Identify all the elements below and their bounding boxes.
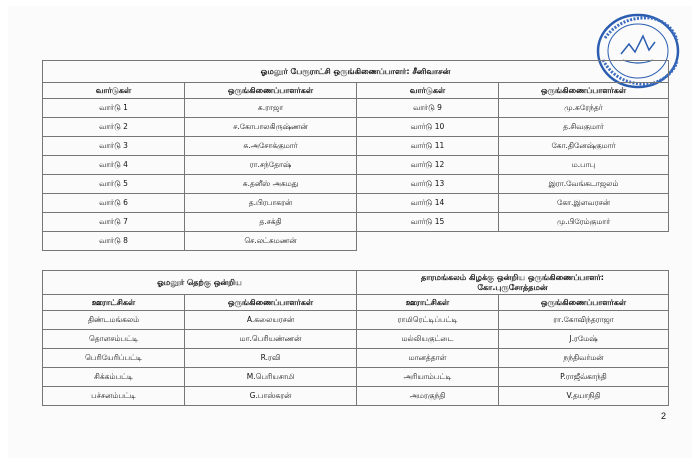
panchayat-cell: மானத்தாள் bbox=[357, 349, 499, 368]
table-row bbox=[43, 213, 669, 232]
coordinator-cell: கோ.இளவரசன் bbox=[499, 194, 669, 213]
coordinator-cell: R.ரவி bbox=[185, 349, 357, 368]
panchayat-cell: திண்டமங்கலம் bbox=[43, 311, 185, 330]
coordinator-cell: மா.பெரியண்ணன் bbox=[185, 330, 357, 349]
coordinator-cell: V.தயாநிதி bbox=[499, 387, 669, 406]
coordinator-cell: A.கலையரசன் bbox=[185, 311, 357, 330]
coordinator-cell: செ.லட்சுமணன் bbox=[185, 232, 357, 251]
coordinator-cell: சு.அசோக்குமார் bbox=[185, 137, 357, 156]
panchayat-cell: அரியாம்பட்டி bbox=[357, 368, 499, 387]
panchayat-coordinators-table bbox=[42, 270, 669, 406]
ward-cell: வார்டு 11 bbox=[357, 137, 499, 156]
coordinator-cell: P.ராஜீவ்காந்தி bbox=[499, 368, 669, 387]
panchayat-cell: மல்லியகுட்டை bbox=[357, 330, 499, 349]
coordinator-cell: G.பாஸ்கரன் bbox=[185, 387, 357, 406]
coordinator-cell: மு.பிரேம்குமார் bbox=[499, 213, 669, 232]
coordinator-cell: M.பெரியசாமி bbox=[185, 368, 357, 387]
ward-cell: வார்டு 4 bbox=[43, 156, 185, 175]
coordinator-cell: சு.தனீஸ் அகமது bbox=[185, 175, 357, 194]
coordinator-cell: த.பிரபாகரன் bbox=[185, 194, 357, 213]
header-wards: வார்டுகள் bbox=[357, 83, 499, 99]
panchayat-cell: சிக்கம்பட்டி bbox=[43, 368, 185, 387]
header-panchayats: ஊராட்சிகள் bbox=[43, 295, 185, 311]
coordinator-cell: ரா.கோவிந்தராஜா bbox=[499, 311, 669, 330]
ward-cell: வார்டு 10 bbox=[357, 118, 499, 137]
coordinator-cell: மு.சுரேந்தர் bbox=[499, 99, 669, 118]
tharamangalam-title-line1: தாரமங்கலம் கிழக்கு ஒன்றிய ஒருங்கிணைப்பாளர்: bbox=[421, 272, 605, 282]
header-panchayats: ஊராட்சிகள் bbox=[357, 295, 499, 311]
coordinator-cell: இரா.வேங்கடாஜலம் bbox=[499, 175, 669, 194]
panchayat-cell: பெரியேரிப்பட்டி bbox=[43, 349, 185, 368]
table-row bbox=[43, 232, 669, 251]
table-row bbox=[43, 387, 669, 406]
coordinator-cell: ம.பாபு bbox=[499, 156, 669, 175]
ward-cell: வார்டு 3 bbox=[43, 137, 185, 156]
tharamangalam-title-line2: கோ.புருசோத்தமன் bbox=[477, 282, 548, 292]
empty-cell bbox=[357, 232, 669, 251]
coordinator-cell: ரா.சந்தோஷ் bbox=[185, 156, 357, 175]
table-row bbox=[43, 137, 669, 156]
omalur-south-title: ஓமலூர் தெற்கு ஒன்றிய bbox=[43, 271, 357, 295]
table-row bbox=[43, 194, 669, 213]
coordinator-cell: கோ.தினேஷ்குமார் bbox=[499, 137, 669, 156]
panchayat-cell: அமரகுந்தி bbox=[357, 387, 499, 406]
ward-cell: வார்டு 2 bbox=[43, 118, 185, 137]
table-row bbox=[43, 156, 669, 175]
table-row bbox=[43, 99, 669, 118]
header-coordinators: ஒருங்கிணைப்பாளர்கள் bbox=[499, 295, 669, 311]
panchayat-cell: ராமிரெட்டிப்பட்டி bbox=[357, 311, 499, 330]
header-wards: வார்டுகள் bbox=[43, 83, 185, 99]
tharamangalam-east-title bbox=[357, 271, 669, 295]
ward-cell: வார்டு 13 bbox=[357, 175, 499, 194]
table-row bbox=[43, 368, 669, 387]
coordinator-cell: நந்திவர்மன் bbox=[499, 349, 669, 368]
ward-cell: வார்டு 1 bbox=[43, 99, 185, 118]
ward-cell: வார்டு 8 bbox=[43, 232, 185, 251]
coordinator-cell: த.சிவகுமார் bbox=[499, 118, 669, 137]
table-row bbox=[43, 311, 669, 330]
table1-title: ஓமலூர் பேரூராட்சி ஒருங்கிணைப்பாளர்: சீனிவாசன் bbox=[43, 61, 669, 83]
coordinator-cell: ச.கோபாலகிருஷ்ணன் bbox=[185, 118, 357, 137]
ward-cell: வார்டு 6 bbox=[43, 194, 185, 213]
coordinator-cell: J.ரமேஷ் bbox=[499, 330, 669, 349]
header-coordinators: ஒருங்கிணைப்பாளர்கள் bbox=[185, 295, 357, 311]
coordinator-cell: சு.ராஜா bbox=[185, 99, 357, 118]
table-row bbox=[43, 349, 669, 368]
ward-cell: வார்டு 9 bbox=[357, 99, 499, 118]
table-row bbox=[43, 118, 669, 137]
coordinator-cell: த.சக்தி bbox=[185, 213, 357, 232]
table-row bbox=[43, 330, 669, 349]
municipality-coordinators-table bbox=[42, 60, 669, 251]
header-coordinators: ஒருங்கிணைப்பாளர்கள் bbox=[499, 83, 669, 99]
table-row bbox=[43, 175, 669, 194]
ward-cell: வார்டு 7 bbox=[43, 213, 185, 232]
header-coordinators: ஒருங்கிணைப்பாளர்கள் bbox=[185, 83, 357, 99]
page-number: 2 bbox=[661, 411, 667, 421]
ward-cell: வார்டு 5 bbox=[43, 175, 185, 194]
ward-cell: வார்டு 15 bbox=[357, 213, 499, 232]
ward-cell: வார்டு 14 bbox=[357, 194, 499, 213]
panchayat-cell: பச்சனம்பட்டி bbox=[43, 387, 185, 406]
ward-cell: வார்டு 12 bbox=[357, 156, 499, 175]
panchayat-cell: தொளசம்பட்டி bbox=[43, 330, 185, 349]
